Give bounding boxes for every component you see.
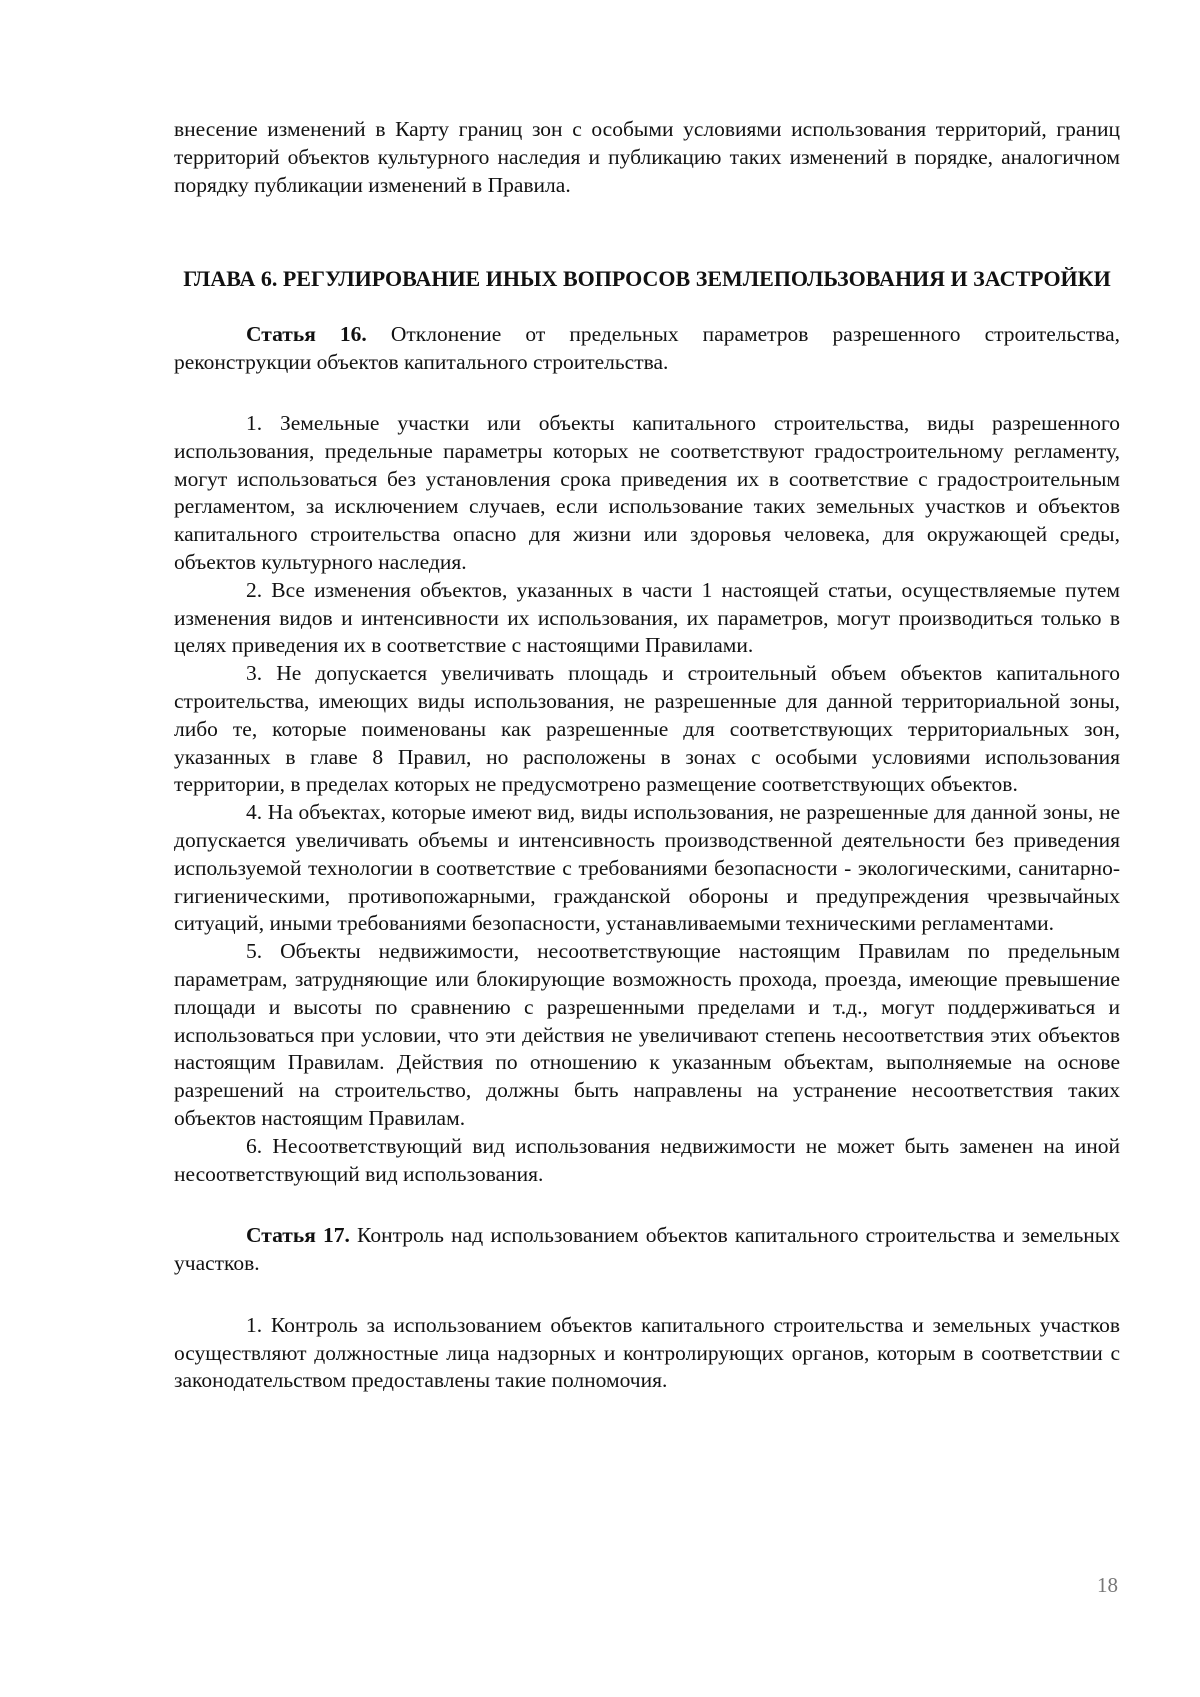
- article-17-title: Контроль над использованием объектов капитального строительства и земельных участков.: [174, 1223, 1120, 1276]
- article-17-label: Статья 17.: [246, 1223, 350, 1248]
- article-16-item-2: 2. Все изменения объектов, указанных в части 1 настоящей статьи, осуществляемые путем изменения видов и интенсивности их использования, их параметров, могут производиться только в целях приведения их в соответствие с настоящими Правилами.: [174, 577, 1120, 658]
- document-page: [174, 116, 1120, 1395]
- article-16-item-6: 6. Несоответствующий вид использования недвижимости не может быть заменен на иной несоответствующий вид использования.: [174, 1133, 1120, 1186]
- article-16-item-5: 5. Объекты недвижимости, несоответствующие настоящим Правилам по предельным параметрам, затрудняющие или блокирующие возможность прохода, проезда, имеющие превышение площади и высоты по сравнению с разрешенными пределами и т.д., могут поддерживаться и использоваться при условии, что эти действия не увеличивают степень несоответствия этих объектов настоящим Правилам. Действия по отношению к указанным объектам, выполняемые на основе разрешений на строительство, должны быть направлены на устранение несоответствия таких объектов настоящим Правилам.: [174, 939, 1120, 1130]
- intro-paragraph: внесение изменений в Карту границ зон с особыми условиями использования территорий, границ территорий объектов культурного наследия и публикацию таких изменений в порядке, аналогичном порядку публикации изменений в Правила.: [174, 117, 1120, 197]
- article-16-item-3: 3. Не допускается увеличивать площадь и строительный объем объектов капитального строительства, имеющих виды использования, не разрешенные для данной территориальной зоны, либо те, которые поименованы как разрешенные для соответствующих территориальных зон, указанных в главе 8 Правил, но расположены в зонах с особыми условиями использования территории, в пределах которых не предусмотрено размещение соответствующих объектов.: [174, 661, 1120, 797]
- article-16-heading: [174, 321, 1120, 377]
- chapter-heading: ГЛАВА 6. РЕГУЛИРОВАНИЕ ИНЫХ ВОПРОСОВ ЗЕМЛЕПОЛЬЗОВАНИЯ И ЗАСТРОЙКИ: [183, 266, 1111, 292]
- article-16-item-4: 4. На объектах, которые имеют вид, виды использования, не разрешенные для данной зоны, не допускается увеличивать объемы и интенсивность производственной деятельности без приведения используемой технологии в соответствие с требованиями безопасности - экологическими, санитарно-гигиеническими, противопожарными, гражданской обороны и предупреждения чрезвычайных ситуаций, иными требованиями безопасности, устанавливаемыми техническими регламентами.: [174, 800, 1120, 936]
- article-17-heading: [174, 1222, 1120, 1278]
- article-16-label: Статья 16.: [246, 322, 367, 347]
- page-number: 18: [1097, 1573, 1118, 1597]
- article-17-item-1: 1. Контроль за использованием объектов капитального строительства и земельных участков осуществляют должностные лица надзорных и контролирующих органов, которым в соответствии с законодательством предоставлены такие полномочия.: [174, 1312, 1120, 1393]
- article-16-item-1: 1. Земельные участки или объекты капитального строительства, виды разрешенного использования, предельные параметры которых не соответствуют градостроительному регламенту, могут использоваться без установления срока приведения их в соответствие с градостроительным регламентом, за исключением случаев, если использование таких земельных участков и объектов капитального строительства опасно для жизни или здоровья человека, для окружающей среды, объектов культурного наследия.: [174, 410, 1120, 574]
- article-16-title: Отклонение от предельных параметров разрешенного строительства, реконструкции объектов капитального строительства.: [174, 322, 1120, 375]
